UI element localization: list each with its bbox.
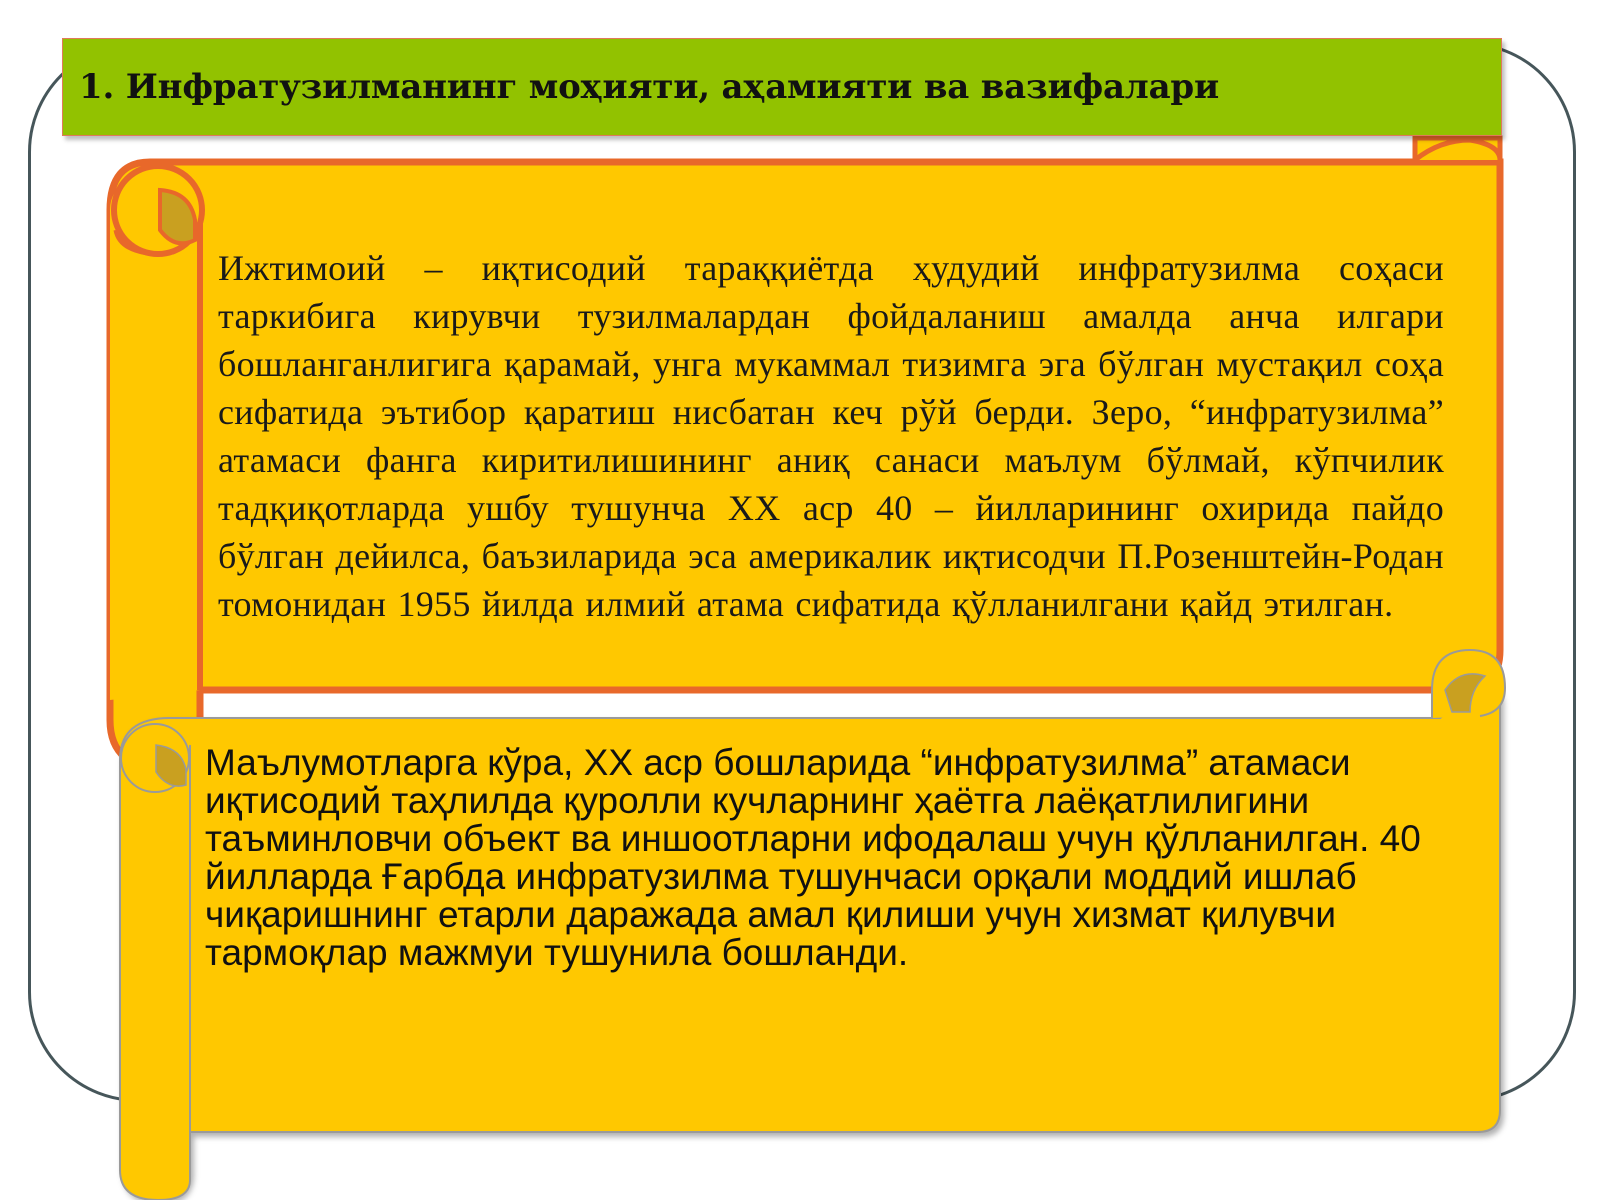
paragraph-definition: Маълумотларга кўра, XX аср бошларида “инфратузилма” атамаси иқтисодий таҳлилда қуролли кучларнинг ҳаётга лаёқатлилигини таъминловчи объект ва иншоотларни ифодалаш учун қўлланилган. 40 йилларда Ғарбда инфратузилма тушунчаси орқали моддий ишлаб чиқаришнинг етарли даражада амал қилиши учун хизмат қилувчи тармоқлар мажмуи тушунила бошланди. xyxy=(205,742,1421,973)
paragraph-historical: Ижтимоий – иқтисодий тараққиётда ҳудудий инфратузилма соҳаси таркибига кирувчи тузилмалардан фойдаланиш амалда анча илгари бошланганлигига қарамай, унга мукаммал тизимга эга бўлган мустақил соҳа сифатида эътибор қаратиш нисбатан кеч рўй берди. Зеро, “инфратузилма” атамаси фанга киритилишининг аниқ санаси маълум бўлмай, кўпчилик тадқиқотларда ушбу тушунча XX аср 40 – йилларининг охирида пайдо бўлган дейилса, баъзиларида эса америкалик иқтисодчи П.Розенштейн-Родан томонидан 1955 йилда илмий атама сифатида қўлланилгани қайд этилган. xyxy=(218,248,1444,624)
slide-title: 1. Инфратузилманинг моҳияти, аҳамияти ва вазифалари xyxy=(79,67,1219,107)
title-bar xyxy=(62,38,1502,136)
